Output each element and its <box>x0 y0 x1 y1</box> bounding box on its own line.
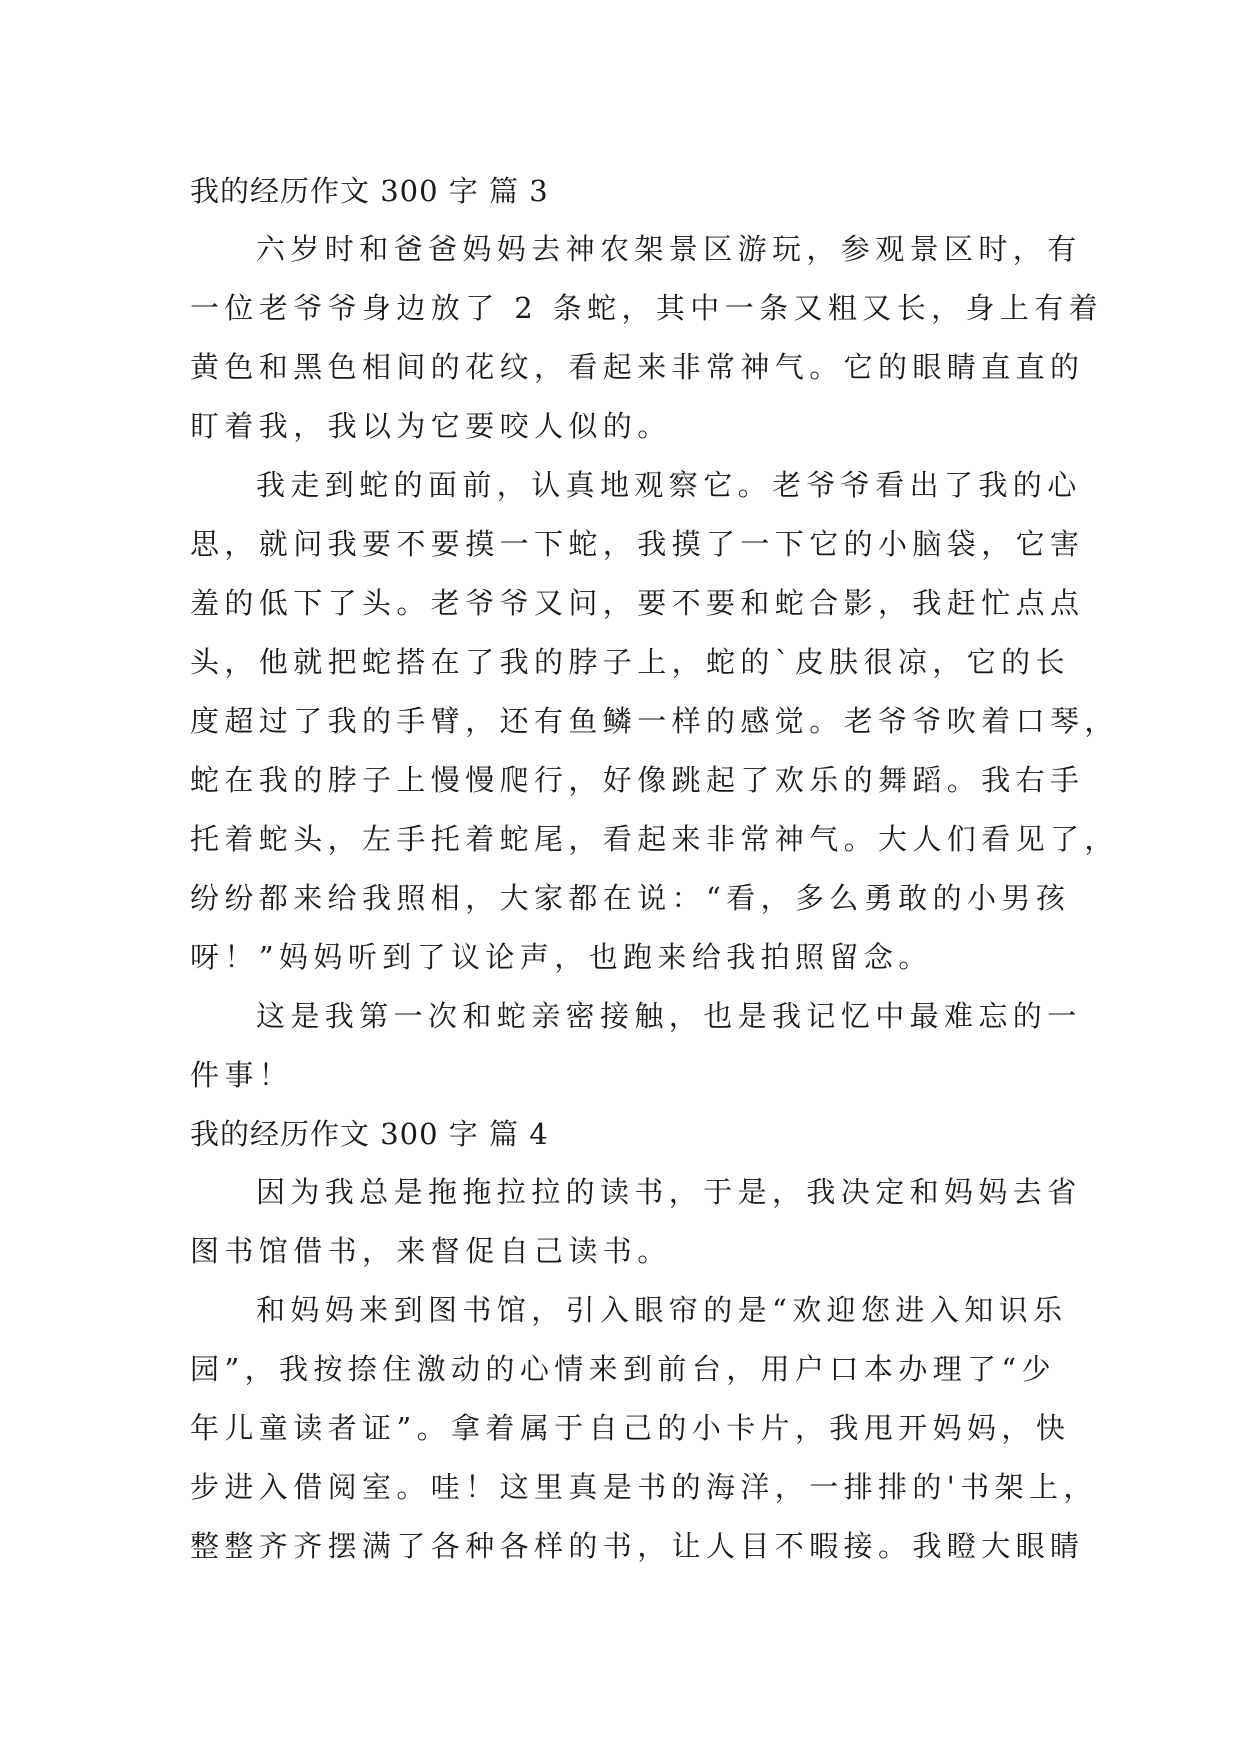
paragraph-line: 纷纷都来给我照相，大家都在说：“看，多么勇敢的小男孩 <box>190 881 1071 915</box>
paragraph <box>190 456 1119 987</box>
paragraph-line: 图书馆借书，来督促自己读书。 <box>190 1234 672 1268</box>
paragraph <box>190 987 1082 1105</box>
paragraph-line: 园”，我按捺住激动的心情来到前台，用户口本办理了“少 <box>190 1352 1057 1386</box>
paragraph <box>190 1163 1082 1281</box>
document-body <box>190 162 1119 1576</box>
section-heading: 我的经历作文 300 字 篇 4 <box>190 1117 549 1151</box>
paragraph-line: 呀！”妈妈听到了议论声，也跑来给我拍照留念。 <box>190 940 933 974</box>
paragraph-line: 这是我第一次和蛇亲密接触，也是我记忆中最难忘的一 <box>256 999 1082 1033</box>
paragraph-line: 和妈妈来到图书馆，引入眼帘的是“欢迎您进入知识乐 <box>256 1293 1068 1327</box>
paragraph-line: 思，就问我要不要摸一下蛇，我摸了一下它的小脑袋，它害 <box>190 527 1085 561</box>
paragraph <box>190 1281 1098 1576</box>
paragraph-line: 盯着我，我以为它要咬人似的。 <box>190 409 672 443</box>
paragraph-line: 度超过了我的手臂，还有鱼鳞一样的感觉。老爷爷吹着口琴， <box>190 704 1119 738</box>
paragraph-line: 年儿童读者证”。拿着属于自己的小卡片，我甩开妈妈，快 <box>190 1411 1071 1445</box>
paragraph-line: 蛇在我的脖子上慢慢爬行，好像跳起了欢乐的舞蹈。我右手 <box>190 763 1085 797</box>
section-heading: 我的经历作文 300 字 篇 3 <box>190 174 549 208</box>
paragraph-line: 步进入借阅室。哇！这里真是书的海洋，一排排的'书架上， <box>190 1470 1098 1504</box>
section-4 <box>190 1105 1098 1576</box>
section-3 <box>190 162 1119 1105</box>
paragraph-line: 我走到蛇的面前，认真地观察它。老爷爷看出了我的心 <box>256 468 1082 502</box>
paragraph-line: 整整齐齐摆满了各种各样的书，让人目不暇接。我瞪大眼睛 <box>190 1529 1085 1563</box>
paragraph-line: 六岁时和爸爸妈妈去神农架景区游玩，参观景区时，有 <box>256 232 1082 266</box>
paragraph <box>190 220 1104 456</box>
paragraph-line: 羞的低下了头。老爷爷又问，要不要和蛇合影，我赶忙点点 <box>190 586 1085 620</box>
paragraph-line: 头，他就把蛇搭在了我的脖子上，蛇的`皮肤很凉，它的长 <box>190 645 1070 679</box>
paragraph-line: 黄色和黑色相间的花纹，看起来非常神气。它的眼睛直直的 <box>190 350 1085 384</box>
paragraph-line: 因为我总是拖拖拉拉的读书，于是，我决定和妈妈去省 <box>256 1175 1082 1209</box>
paragraph-line: 件事！ <box>190 1058 294 1092</box>
paragraph-line: 托着蛇头，左手托着蛇尾，看起来非常神气。大人们看见了， <box>190 822 1119 856</box>
paragraph-line: 一位老爷爷身边放了 2 条蛇，其中一条又粗又长，身上有着 <box>190 291 1104 325</box>
